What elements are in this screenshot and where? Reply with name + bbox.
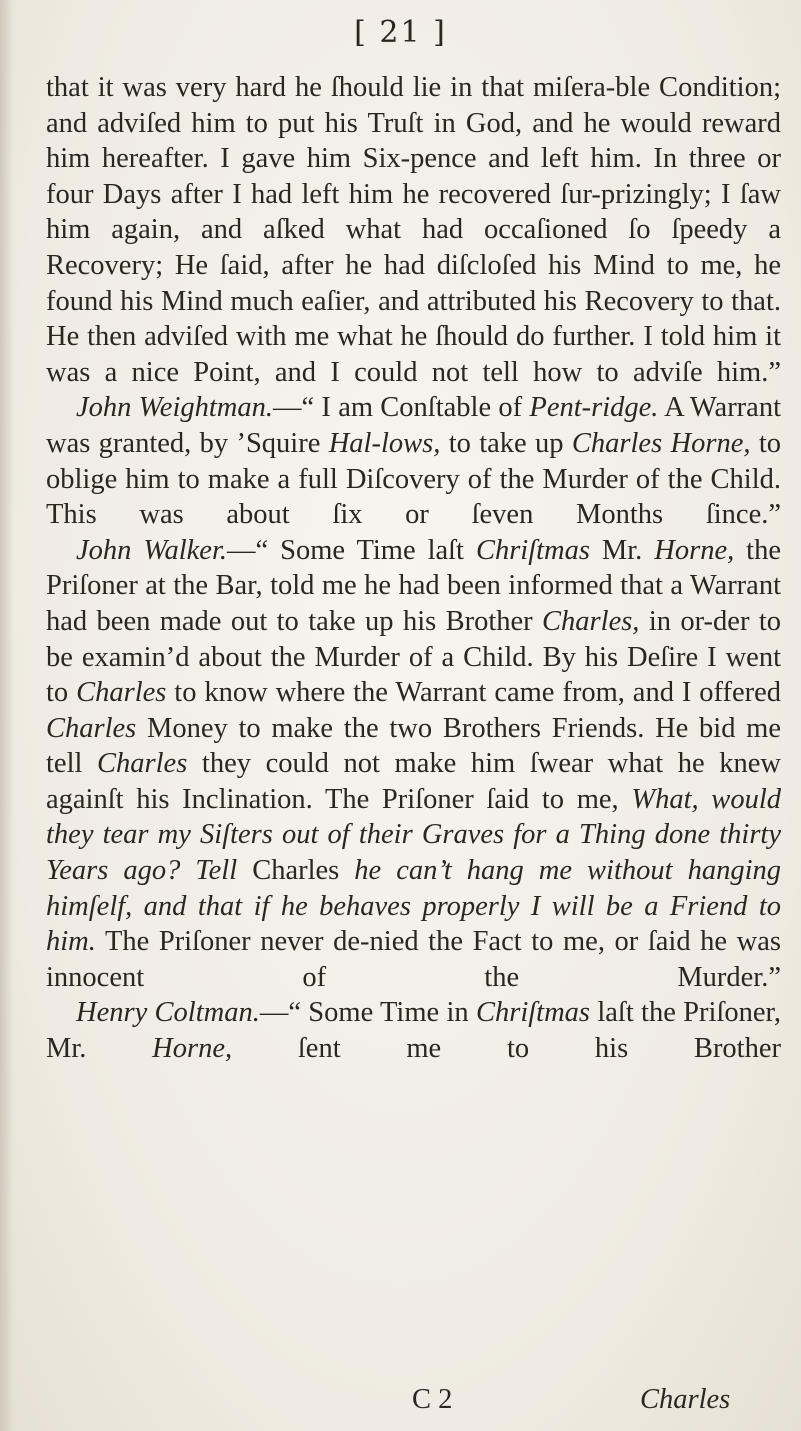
- body-text: [46, 70, 781, 1067]
- text-run: A Warrant was granted, by ’Squire: [46, 392, 781, 459]
- page-gutter-shadow: [0, 0, 14, 1431]
- paragraph-weightman: [46, 390, 781, 532]
- text-run: laſt the Priſoner, Mr.: [46, 997, 781, 1065]
- holiday-name: Chriſtmas: [475, 997, 591, 1029]
- text-run: —“ Some Time laſt: [227, 534, 476, 566]
- paragraph-1: [46, 70, 781, 390]
- person-name: Charles: [76, 677, 167, 709]
- signature-mark: C 2: [412, 1384, 453, 1415]
- witness-name: Henry Coltman.: [76, 997, 260, 1029]
- catchword: Charles: [640, 1384, 731, 1415]
- text-run: ſent me to his Brother: [232, 1033, 781, 1065]
- person-name: Charles Horne,: [571, 427, 751, 459]
- text-run: to know where the Warrant came from, and I offered: [166, 677, 782, 709]
- paragraph-1-text: that it was very hard he ſhould lie in that miſera-ble Condition; and adviſed him to put his Truſt in God, and he would reward him hereafter. I gave him Six-pence and left him. In three or four Days after I had left him he recovered ſur-prizingly; I ſaw him again, and aſked what had occaſioned ſo ſpeedy a Recovery; He ſaid, after he had diſcloſed his Mind to me, he found his Mind much eaſier, and attributed his Recovery to that. He then adviſed with me what he ſhould do further. I told him it was a nice Point, and I could not tell how to adviſe him.”: [46, 72, 781, 388]
- page-footer: [0, 1384, 801, 1424]
- quoted-speech: he can’t hang me without hanging himſelf, and that if he behaves properly I will be a Friend to him.: [46, 855, 781, 958]
- quoted-speech: What, would they tear my Siſters out of their Graves for a Thing done thirty Years ago? Tell: [46, 783, 781, 887]
- text-run: —“ Some Time in: [259, 997, 476, 1029]
- text-run: to oblige him to make a full Diſcovery of the Murder of the Child. This was about ſix or ſeven Months ſince.”: [46, 427, 781, 531]
- person-name: Charles: [46, 712, 137, 744]
- text-run: the Priſoner at the Bar, told me he had been informed that a Warrant had been made out to take up his Brother: [46, 534, 781, 637]
- holiday-name: Chriſtmas: [475, 534, 590, 566]
- person-name: Charles,: [542, 605, 640, 637]
- text-run: they could not make him ſwear what he knew againſt his Inclination. The Priſoner ſaid to me,: [46, 748, 782, 815]
- page-number: [ 21 ]: [354, 15, 447, 50]
- text-run: Mr.: [589, 534, 655, 566]
- text-run: to take up: [440, 427, 572, 459]
- text-run: —“ I am Conſtable of: [273, 392, 530, 424]
- person-name: Horne,: [152, 1033, 233, 1065]
- person-name: Horne,: [654, 534, 735, 566]
- person-name: Charles: [97, 748, 188, 780]
- text-run: Money to make the two Brothers Friends. He bid me tell: [46, 712, 781, 780]
- person-name: Hal-lows,: [328, 427, 441, 459]
- witness-name: John Weightman.: [76, 392, 273, 424]
- paragraph-coltman: [46, 995, 781, 1066]
- text-run: in or-der to be examin’d about the Murder of a Child. By his Deſire I went to: [46, 605, 781, 709]
- witness-name: John Walker.: [76, 534, 228, 566]
- place-name: Pent-ridge.: [529, 392, 659, 424]
- text-run: The Priſoner never de-nied the Fact to me, or ſaid he was innocent of the Murder.”: [46, 926, 781, 993]
- paragraph-walker: [46, 533, 781, 996]
- text-run: Charles: [237, 855, 355, 887]
